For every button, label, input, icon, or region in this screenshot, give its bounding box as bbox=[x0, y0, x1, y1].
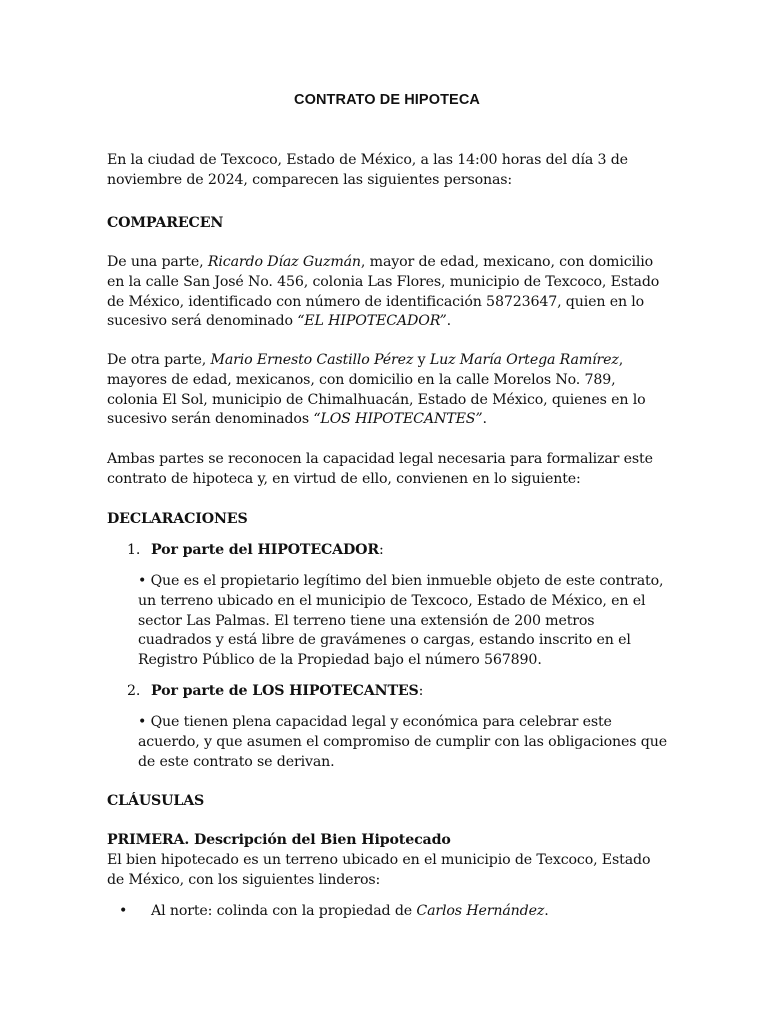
party2-alias: “LOS HIPOTECANTES” bbox=[313, 411, 483, 428]
declaracion-text-2: • Que tienen plena capacidad legal y económica para celebrar este acuerdo, y que asumen el compromiso de cumplir con las obligaciones que de este contrato se derivan. bbox=[138, 714, 667, 770]
document-title: CONTRATO DE HIPOTECA bbox=[294, 92, 480, 108]
bullet-symbol: • bbox=[119, 903, 128, 919]
declaracion-number: 1. bbox=[127, 542, 141, 558]
declaracion-text-1: • Que es el propietario legítimo del bien inmueble objeto de este contrato, un terreno ubicado en el municipio de Texcoco, Estado de México, en el sector Las Palmas. El terreno tiene una extensión de 200 metros cuadrados y está libre de gravámenes o cargas, estando inscrito en el Registro Público de la Propiedad bajo el número 567890. bbox=[138, 573, 664, 669]
declaracion-label: Por parte de LOS HIPOTECANTES bbox=[151, 683, 419, 699]
declaraciones-heading: DECLARACIONES bbox=[107, 511, 248, 527]
list-item-name: Carlos Hernández bbox=[416, 903, 545, 919]
party1-prefix: De una parte, bbox=[107, 254, 208, 270]
declaracion-number: 2. bbox=[127, 683, 141, 699]
party2-prefix: De otra parte, bbox=[107, 352, 211, 368]
party2-name2: Luz María Ortega Ramírez bbox=[429, 352, 619, 368]
party1-alias: “EL HIPOTECADOR” bbox=[297, 313, 447, 330]
party1-name: Ricardo Díaz Guzmán bbox=[207, 254, 361, 270]
list-item-text: Al norte: colinda con la propiedad de bbox=[151, 903, 417, 919]
list-item-end: . bbox=[544, 903, 549, 919]
party1-body: , mayor de edad, mexicano, con domicilio en la calle San José No. 456, colonia Las Flores, municipio de Texcoco, Estado de México, identificado con número de identificación 58723647, quien en lo sucesivo será denominado bbox=[107, 254, 660, 330]
declaracion-label: Por parte del HIPOTECADOR bbox=[151, 542, 379, 558]
list-item bbox=[119, 902, 667, 922]
declaracion-item-2 bbox=[127, 682, 667, 702]
intro-paragraph: En la ciudad de Texcoco, Estado de México, a las 14:00 horas del día 3 de noviembre de 2024, comparecen las siguientes personas: bbox=[107, 152, 628, 188]
party1-paragraph bbox=[107, 253, 667, 332]
declaracion-item-1 bbox=[127, 541, 667, 561]
ambas-paragraph: Ambas partes se reconocen la capacidad legal necesaria para formalizar este contrato de hipoteca y, en virtud de ello, convienen en lo siguiente: bbox=[107, 451, 653, 487]
party2-end: . bbox=[482, 411, 487, 428]
party1-end: . bbox=[446, 313, 451, 330]
party2-paragraph bbox=[107, 351, 667, 430]
declaracion-suffix: : bbox=[379, 542, 384, 558]
declaracion-suffix: : bbox=[418, 683, 424, 699]
clausulas-heading: CLÁUSULAS bbox=[107, 793, 205, 809]
party2-conj: y bbox=[413, 352, 430, 368]
party2-body: , mayores de edad, mexicanos, con domicilio en la calle Morelos No. 789, colonia El Sol, municipio de Chimalhuacán, Estado de México, quienes en lo sucesivo serán denominados bbox=[107, 352, 646, 428]
comparecen-heading: COMPARECEN bbox=[107, 215, 224, 231]
primera-paragraph: El bien hipotecado es un terreno ubicado en el municipio de Texcoco, Estado de México, con los siguientes linderos: bbox=[107, 852, 651, 888]
primera-heading: PRIMERA. Descripción del Bien Hipotecado bbox=[107, 832, 451, 848]
party2-name1: Mario Ernesto Castillo Pérez bbox=[210, 352, 414, 368]
